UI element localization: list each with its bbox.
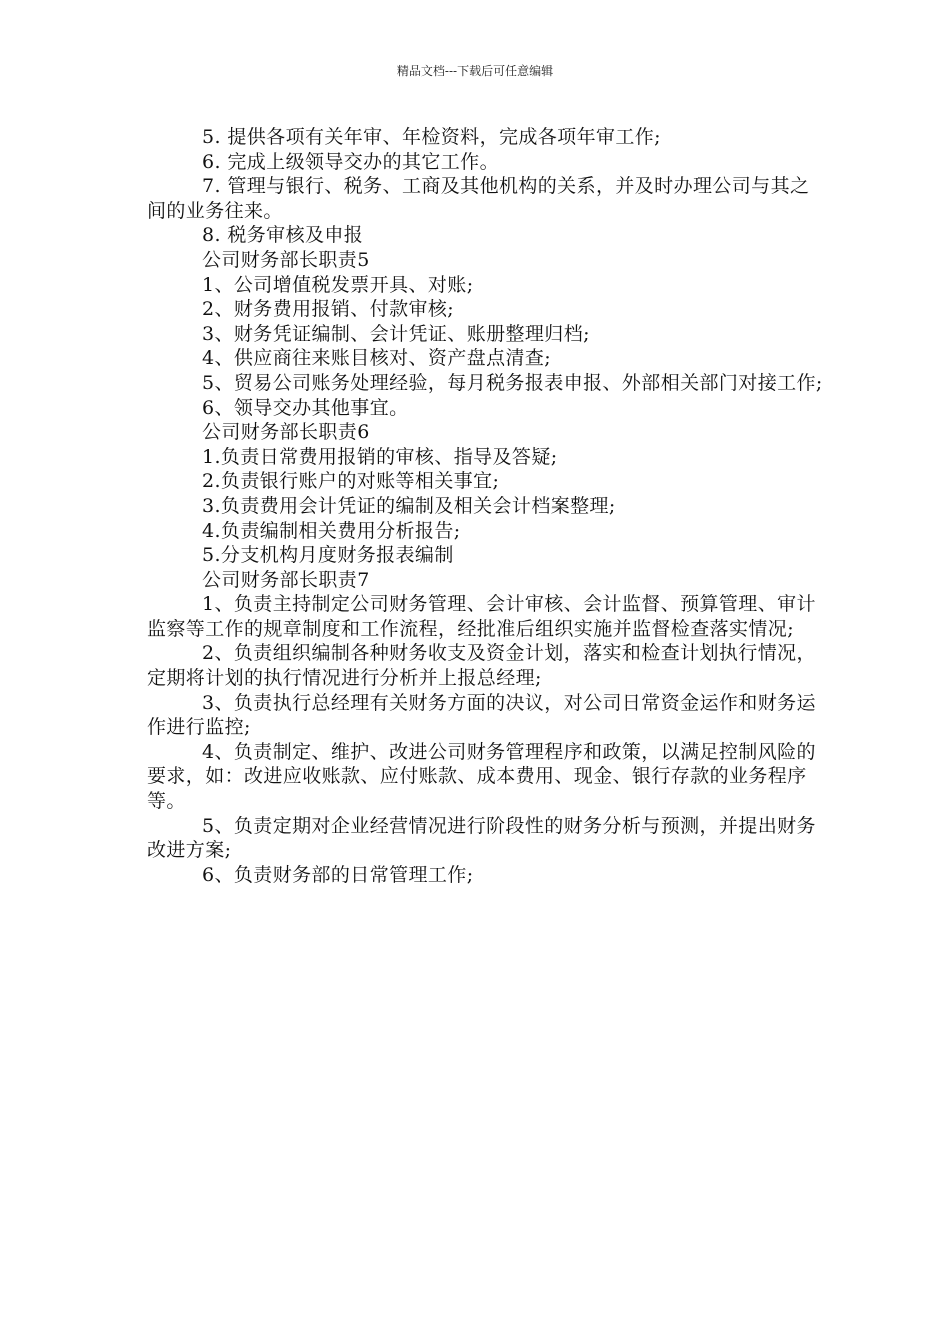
paragraph: 3.负责费用会计凭证的编制及相关会计档案整理; — [202, 494, 616, 517]
paragraph: 2.负责银行账户的对账等相关事宜; — [202, 470, 500, 493]
paragraph: 3、负责执行总经理有关财务方面的决议，对公司日常资金运作和财务运作进行监控; — [147, 691, 816, 739]
paragraph: 7. 管理与银行、税务、工商及其他机构的关系，并及时办理公司与其之间的业务往来。 — [147, 175, 810, 222]
paragraph: 1、负责主持制定公司财务管理、会计审核、会计监督、预算管理、审计监察等工作的规章制度和工作流程，经批准后组织实施并监督检查落实情况; — [147, 593, 816, 640]
paragraph: 1.负责日常费用报销的审核、指导及答疑; — [202, 445, 558, 468]
paragraph: 5、贸易公司账务处理经验，每月税务报表申报、外部相关部门对接工作; — [202, 371, 823, 394]
document-body — [147, 125, 827, 887]
paragraph: 4、供应商往来账目核对、资产盘点清查; — [202, 347, 552, 370]
paragraph: 6. 完成上级领导交办的其它工作。 — [202, 150, 499, 173]
paragraph: 4、负责制定、维护、改进公司财务管理程序和政策，以满足控制风险的要求，如：改进应收账款、应付账款、成本费用、现金、银行存款的业务程序等。 — [147, 740, 816, 813]
paragraph: 5.分支机构月度财务报表编制 — [202, 544, 454, 567]
section-heading: 公司财务部长职责6 — [202, 421, 370, 444]
section-heading: 公司财务部长职责7 — [202, 568, 370, 591]
paragraph: 1、公司增值税发票开具、对账; — [202, 273, 474, 296]
paragraph: 2、负责组织编制各种财务收支及资金计划，落实和检查计划执行情况，定期将计划的执行情况进行分析并上报总经理; — [147, 642, 816, 690]
paragraph: 5. 提供各项有关年审、年检资料，完成各项年审工作; — [202, 126, 661, 148]
section-heading: 公司财务部长职责5 — [202, 248, 370, 271]
paragraph: 6、负责财务部的日常管理工作; — [202, 863, 474, 886]
page-header: 精品文档---下载后可任意编辑 — [396, 64, 554, 78]
paragraph: 3、财务凭证编制、会计凭证、账册整理归档; — [202, 322, 590, 345]
paragraph: 5、负责定期对企业经营情况进行阶段性的财务分析与预测，并提出财务改进方案; — [147, 814, 816, 862]
paragraph: 8. 税务审核及申报 — [202, 224, 364, 247]
paragraph: 4.负责编制相关费用分析报告; — [202, 519, 461, 542]
paragraph: 2、财务费用报销、付款审核; — [202, 298, 455, 321]
paragraph: 6、领导交办其他事宜。 — [202, 396, 409, 419]
